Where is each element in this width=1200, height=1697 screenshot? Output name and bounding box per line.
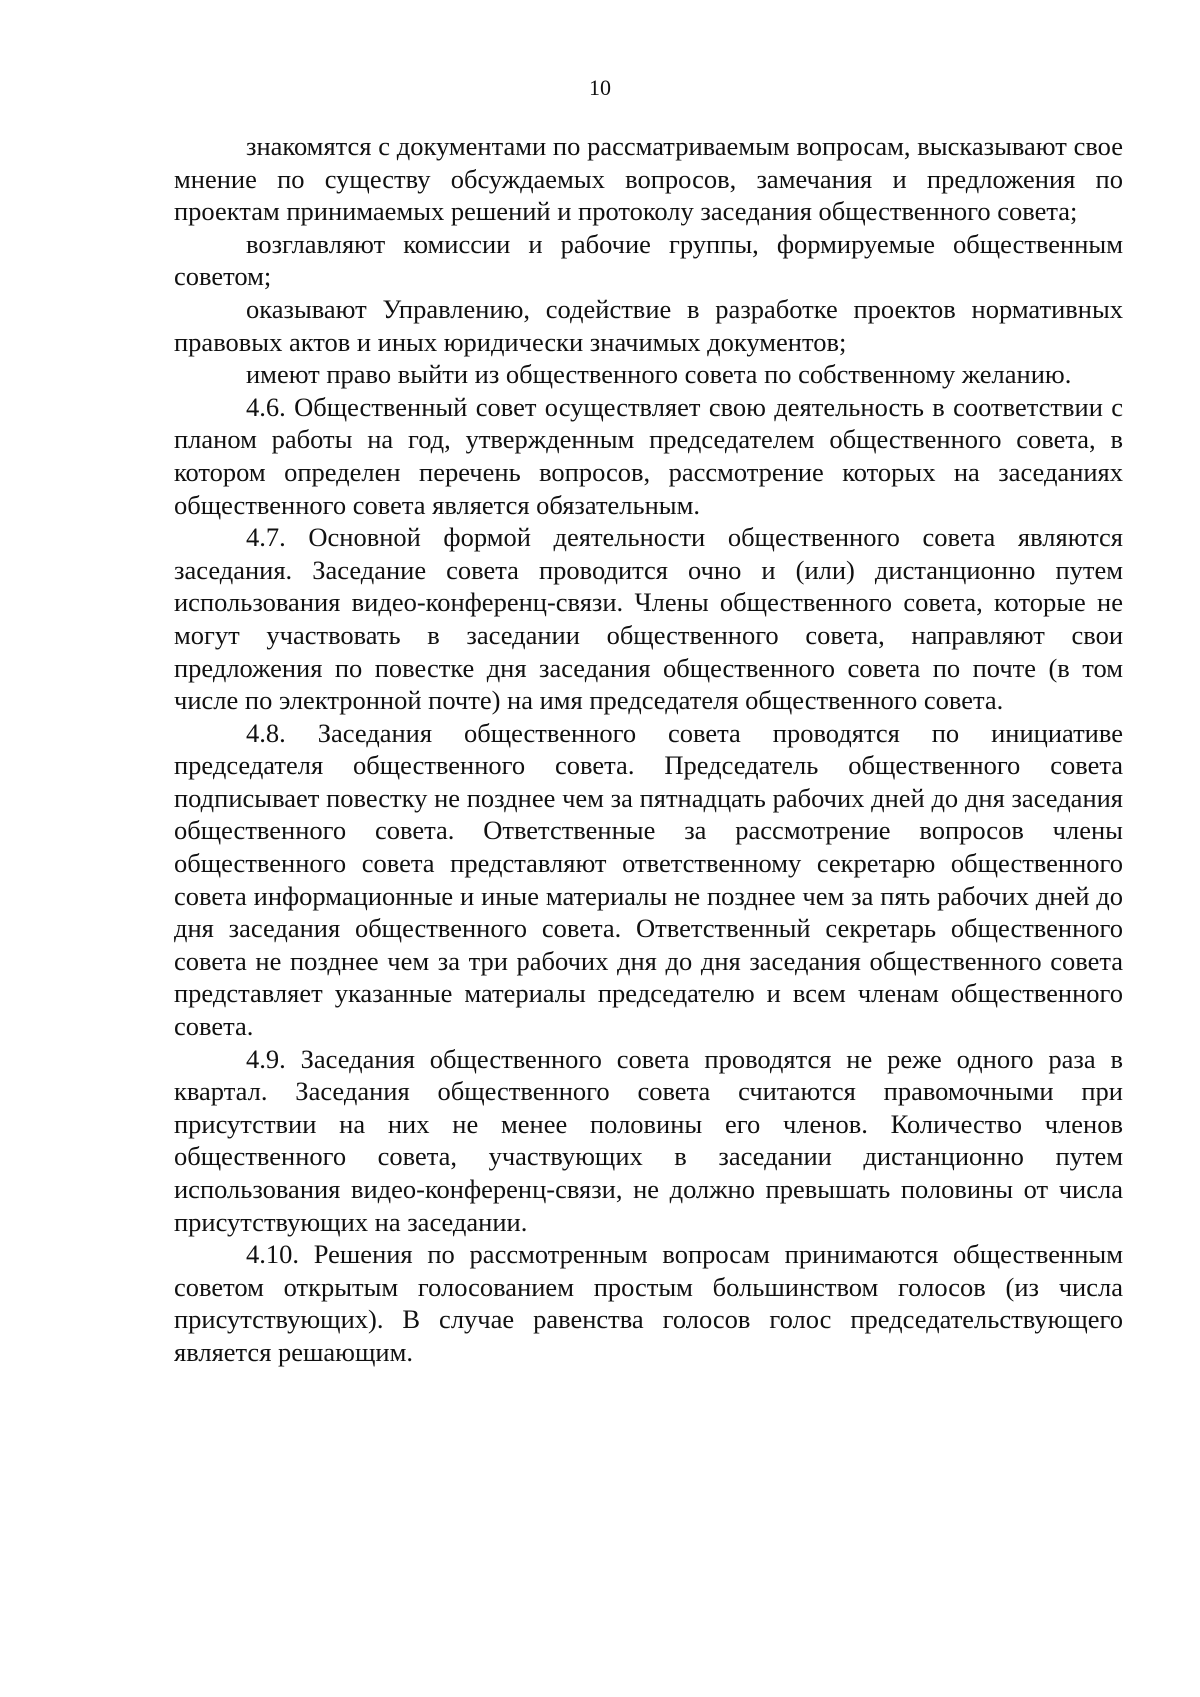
document-body <box>174 130 1123 1369</box>
paragraph-4-6: 4.6. Общественный совет осуществляет свою деятельность в соответствии с планом работы на год, утвержденным председателем общественного совета, в котором определен перечень вопросов, рассмотрение которых на заседаниях общественного совета является обязательным. <box>174 391 1123 520</box>
paragraph-4-8: 4.8. Заседания общественного совета проводятся по инициативе председателя общественного совета. Председатель общественного совета подписывает повестку не позднее чем за пятнадцать рабочих дней до дня заседания общественного совета. Ответственные за рассмотрение вопросов члены общественного совета представляют ответственному секретарю общественного совета информационные и иные материалы не позднее чем за пять рабочих дней до дня заседания общественного совета. Ответственный секретарь общественного совета не позднее чем за три рабочих дня до дня заседания общественного совета представляет указанные материалы председателю и всем членам общественного совета. <box>174 717 1123 1042</box>
paragraph-4-9: 4.9. Заседания общественного совета проводятся не реже одного раза в квартал. Заседания общественного совета считаются правомочными при присутствии на них не менее половины его членов. Количество членов общественного совета, участвующих в заседании дистанционно путем использования видео-конференц-связи, не должно превышать половины от числа присутствующих на заседании. <box>174 1043 1123 1237</box>
page-number: 10 <box>589 75 611 100</box>
paragraph-members-rights-documents: знакомятся с документами по рассматриваемым вопросам, высказывают свое мнение по существу обсуждаемых вопросов, замечания и предложения по проектам принимаемых решений и протоколу заседания общественного совета; <box>174 131 1123 227</box>
paragraph-4-10: 4.10. Решения по рассмотренным вопросам принимаются общественным советом открытым голосованием простым большинством голосов (из числа присутствующих). В случае равенства голосов голос председательствующего является решающим. <box>174 1239 1123 1367</box>
paragraph-4-7: 4.7. Основной формой деятельности общественного совета являются заседания. Заседание совета проводится очно и (или) дистанционно путем использования видео-конференц-связи. Члены общественного совета, которые не могут участвовать в заседании общественного совета, направляют свои предложения по повестке дня заседания общественного совета по почте (в том числе по электронной почте) на имя председателя общественного совета. <box>174 522 1123 716</box>
paragraph-members-rights-assistance: оказывают Управлению, содействие в разработке проектов нормативных правовых актов и иных юридически значимых документов; <box>174 293 1123 357</box>
paragraph-members-rights-withdraw: имеют право выйти из общественного совета по собственному желанию. <box>246 359 1072 390</box>
paragraph-members-rights-commissions: возглавляют комиссии и рабочие группы, формируемые общественным советом; <box>174 228 1123 292</box>
